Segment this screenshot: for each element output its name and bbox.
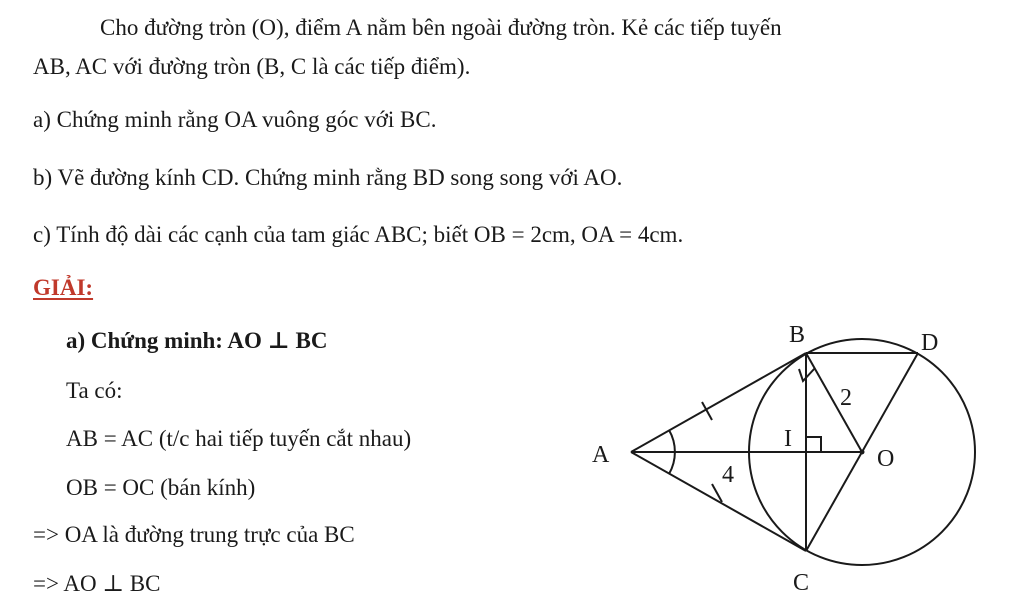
label-point-d: D bbox=[921, 330, 939, 356]
label-point-i: I bbox=[784, 426, 792, 452]
problem-part-a: a) Chứng minh rằng OA vuông góc với BC. bbox=[33, 107, 437, 132]
section-a-title: a) Chứng minh: AO ⊥ BC bbox=[66, 328, 328, 353]
problem-part-c: c) Tính độ dài các cạnh của tam giác ABC; biết OB = 2cm, OA = 4cm. bbox=[33, 222, 684, 247]
solution-heading: GIẢI: bbox=[33, 275, 94, 300]
tangent-ab bbox=[631, 353, 806, 452]
problem-part-b: b) Vẽ đường kính CD. Chứng minh rằng BD song song với AO. bbox=[33, 165, 623, 190]
label-point-o: O bbox=[877, 446, 895, 472]
label-point-c: C bbox=[793, 570, 810, 596]
problem-intro-line-2: AB, AC với đường tròn (B, C là các tiếp điểm). bbox=[33, 54, 471, 79]
solution-line-4: => OA là đường trung trực của BC bbox=[33, 522, 355, 547]
label-length-ob: 2 bbox=[840, 385, 852, 411]
problem-intro-line-1: Cho đường tròn (O), điểm A nằm bên ngoài đường tròn. Kẻ các tiếp tuyến bbox=[100, 15, 782, 40]
label-length-oa: 4 bbox=[722, 462, 734, 488]
solution-line-1: Ta có: bbox=[66, 378, 123, 403]
label-point-b: B bbox=[789, 322, 806, 348]
tangent-ac bbox=[631, 452, 806, 551]
label-point-a: A bbox=[592, 442, 610, 468]
center-point-o bbox=[860, 450, 865, 455]
geometry-figure bbox=[580, 310, 1024, 612]
solution-line-5: => AO ⊥ BC bbox=[33, 571, 161, 596]
right-angle-mark-i bbox=[806, 437, 821, 452]
solution-line-3: OB = OC (bán kính) bbox=[66, 475, 256, 500]
solution-line-2: AB = AC (t/c hai tiếp tuyến cắt nhau) bbox=[66, 426, 412, 451]
